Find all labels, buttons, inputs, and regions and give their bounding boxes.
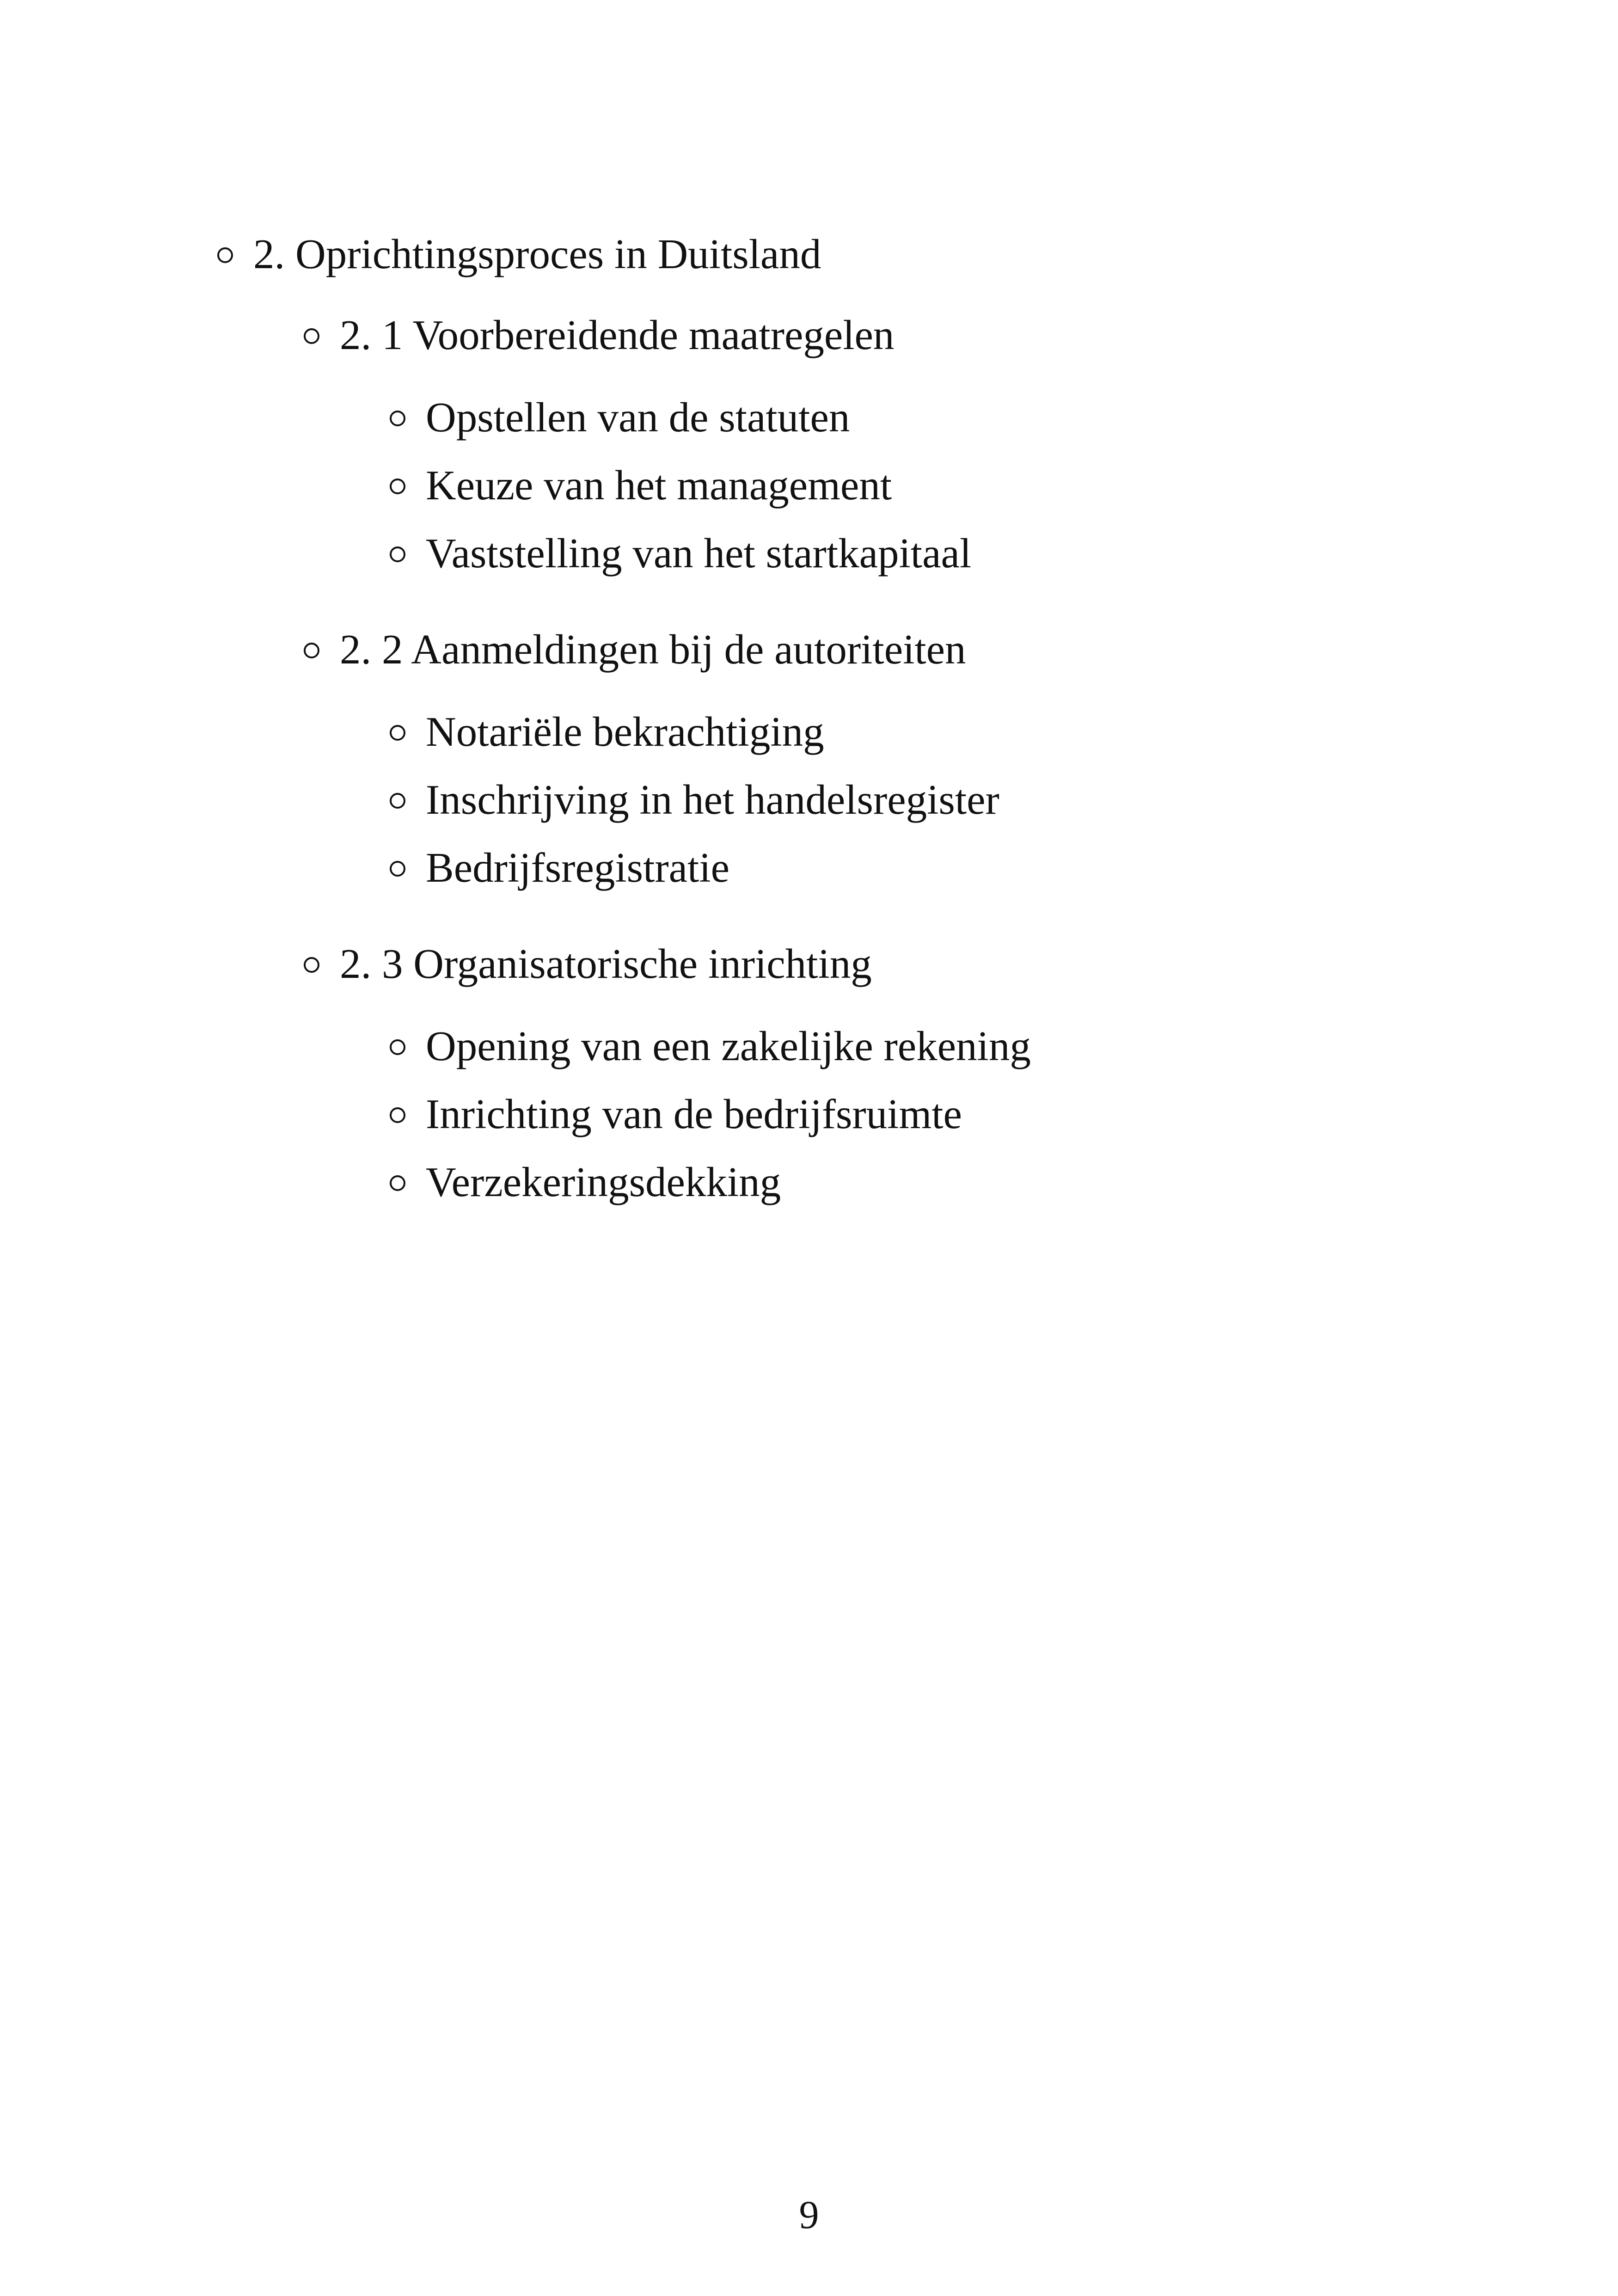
list-item	[390, 458, 892, 513]
list-item-text: Bedrijfsregistratie	[426, 844, 729, 891]
list-item	[390, 840, 729, 896]
list-item-text: Notariële bekrachtiging	[426, 708, 824, 755]
section-title	[304, 936, 872, 992]
section-title-text: 2. 1 Voorbereidende maatregelen	[340, 312, 895, 358]
list-item-text: Vaststelling van het startkapitaal	[426, 530, 972, 577]
circle-bullet-icon	[390, 479, 405, 494]
list-item-text: Inschrijving in het handelsregister	[426, 776, 999, 823]
circle-bullet-icon	[390, 793, 405, 809]
circle-bullet-icon	[390, 1039, 405, 1055]
list-item	[390, 1019, 1031, 1074]
list-item	[390, 526, 971, 581]
list-item-text: Verzekeringsdekking	[426, 1159, 781, 1205]
circle-bullet-icon	[390, 1107, 405, 1123]
circle-bullet-icon	[390, 1175, 405, 1191]
circle-bullet-icon	[390, 546, 405, 562]
list-item-text: Opstellen van de statuten	[426, 394, 850, 441]
list-item-text: Opening van een zakelijke rekening	[426, 1023, 1031, 1069]
list-item	[390, 390, 850, 445]
list-item	[390, 1087, 962, 1142]
circle-bullet-icon	[390, 411, 405, 426]
outline-heading-text: 2. Oprichtingsproces in Duitsland	[253, 231, 821, 277]
circle-bullet-icon	[390, 861, 405, 877]
section-title	[304, 307, 894, 363]
list-item	[390, 1154, 781, 1210]
outline-heading	[217, 227, 821, 282]
circle-bullet-icon	[304, 328, 319, 344]
list-item-text: Keuze van het management	[426, 462, 892, 509]
circle-bullet-icon	[217, 247, 233, 263]
circle-bullet-icon	[304, 643, 319, 658]
list-item	[390, 704, 824, 760]
list-item	[390, 772, 999, 828]
section-title-text: 2. 3 Organisatorische inrichting	[340, 940, 872, 987]
section-title-text: 2. 2 Aanmeldingen bij de autoriteiten	[340, 626, 966, 673]
circle-bullet-icon	[390, 725, 405, 741]
section-title	[304, 622, 966, 677]
page-number: 9	[799, 2192, 819, 2237]
circle-bullet-icon	[304, 957, 319, 973]
list-item-text: Inrichting van de bedrijfsruimte	[426, 1091, 962, 1137]
